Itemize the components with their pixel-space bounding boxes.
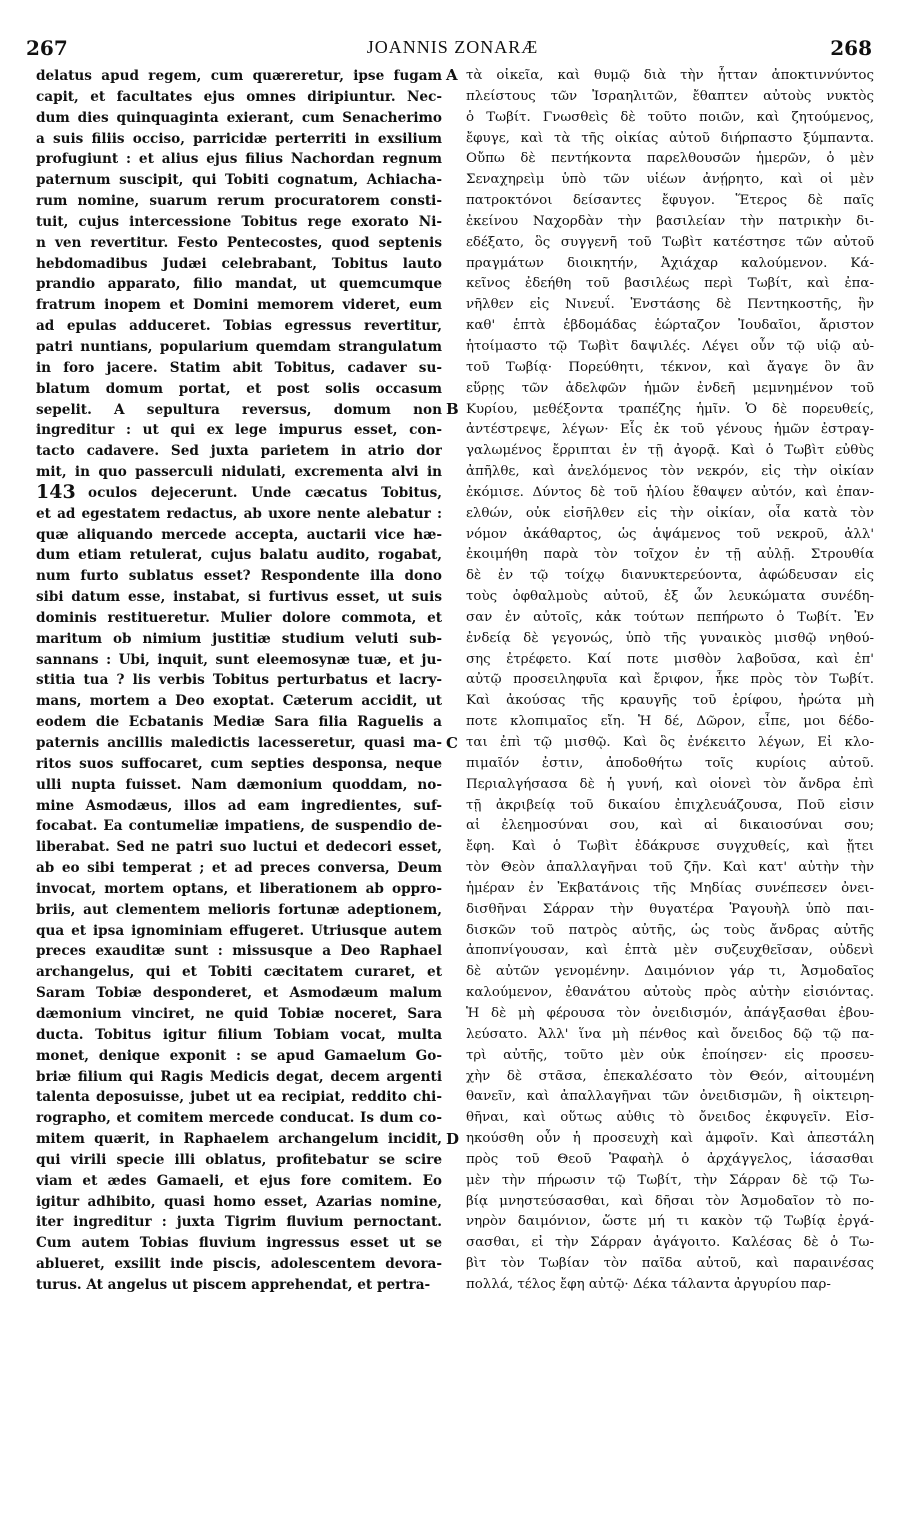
text-line: ritos suos suffocaret, cum septies desponsa, neque — [36, 755, 442, 772]
text-line: ablueret, exsilit inde piscis, adolescentem devora- — [36, 1256, 442, 1273]
text-line: πολλά, τέλος ἔφη αὐτῷ· Δέκα τάλαντα ἀργυρίου παρ- — [466, 1276, 831, 1292]
greek-column — [466, 66, 874, 1296]
page-number-left: 267 — [26, 36, 68, 60]
text-line: ποτε κλοπιμαῖος εἴη. Ἡ δέ, Δῶρον, εἶπε, μοι δέδο- — [466, 714, 874, 730]
text-line: Σεναχηρεὶμ ὑπὸ τῶν υἱέων ἀνῄρητο, καὶ οἱ μὲν — [466, 172, 874, 188]
text-line: rum nomine, suarum rerum procuratorem consti- — [36, 193, 442, 210]
text-line: ἔφη. Καὶ ὁ Τωβὶτ ἐδάκρυσε συγχυθείς, καὶ ᾔτει — [466, 839, 874, 855]
text-line: sibi datum esse, instabat, si furtivus esset, ut suis — [36, 589, 442, 606]
text-line: briæ filium qui Ragis Medicis degat, decem argenti — [36, 1068, 442, 1085]
text-line: πατροκτόνοι δείσαντες ἔφυγον. Ἕτερος δὲ παῖς — [466, 193, 874, 209]
text-line: πρὸς τοῦ Θεοῦ Ῥαφαὴλ ὁ ἀρχάγγελος, ἰάσασθαι — [466, 1151, 874, 1167]
page-header — [0, 34, 905, 64]
text-line: paternis ancillis maledictis lacesseretur, quasi ma- — [36, 735, 442, 751]
text-line: ἐκόμισε. Δύντος δὲ τοῦ ἡλίου ἔθαψεν αὐτόν, καὶ ἐπαν- — [466, 484, 874, 500]
text-line: liberabat. Sed ne patri suo luctui et dedecori esset, — [36, 839, 442, 856]
text-line: quæ aliquando mercede accepta, auctarii vice hæ- — [36, 526, 442, 543]
text-line: mans, mortem a Deo exoptat. Cæterum accidit, ut — [36, 693, 442, 710]
text-line: tacto cadavere. Sed juxta parietem in atrio dor — [36, 443, 442, 460]
text-line: πλείστους τῶν Ἰσραηλιτῶν, ἔθαπτεν αὐτοὺς νυκτὸς — [466, 88, 874, 104]
text-line: Saram Tobiæ desponderet, et Asmodæum malum — [36, 985, 442, 1002]
text-line: τοῦ Τωβίᾳ· Πορεύθητι, τέκνον, καὶ ἄγαγε ὃν ἂν — [466, 359, 874, 375]
text-line: νόμον ἀκάθαρτος, ὡς ἁψάμενος τοῦ νεκροῦ, ἀλλ' — [466, 526, 874, 542]
text-line: δὲ ἐν τῷ τοίχῳ διανυκτερεύοντα, ἀφώδευσαν εἰς — [466, 568, 874, 584]
text-line: mitem quærit, in Raphaelem archangelum incidit, — [36, 1131, 442, 1148]
text-line: εδέξατο, ὃς συγγενῆ τοῦ Τωβὶτ κατέστησε τῶν αὐτοῦ — [466, 234, 874, 250]
text-line: τὰ οἰκεῖα, καὶ θυμῷ διὰ τὴν ἧτταν ἀποκτιννύντος — [466, 68, 874, 83]
text-line: rographo, et comitem mercede conducat. Is dum co- — [36, 1110, 442, 1127]
text-line: ducta. Tobitus igitur filium Tobiam vocat, multa — [36, 1026, 442, 1043]
text-line: λεύσατο. Ἀλλ' ἵνα μὴ πένθος καὶ ὄνειδος δῷ τῷ πα- — [466, 1026, 874, 1042]
text-line: delatus apud regem, cum quæreretur, ipse fugam — [36, 68, 442, 84]
text-line: δισθῆναι Σάρραν τὴν θυγατέρα Ῥαγουὴλ ὑπὸ παι- — [466, 901, 874, 917]
text-line: invocat, mortem optans, et liberationem ab oppro- — [36, 880, 442, 897]
text-line: ται ἐπὶ τῷ μισθῷ. Καὶ ὃς ἐνέκειτο λέγων, Εἰ κλο- — [466, 735, 874, 750]
text-line: iter ingreditur : juxta Tigrim fluvium pernoctant. — [36, 1214, 442, 1231]
text-line: μὲν τὴν πήρωσιν τῷ Τωβίτ, τὴν Σάρραν δὲ τῷ Τω- — [466, 1172, 874, 1188]
latin-column — [36, 66, 442, 1296]
text-line: et ad egestatem redactus, ab uxore nente alebatur : — [36, 505, 442, 522]
text-line: Κυρίου, μεθέξοντα τραπέζης ἡμῖν. Ὁ δὲ πορευθείς, — [466, 401, 874, 417]
text-line: archangelus, qui et Tobiti cæcitatem curaret, et — [36, 964, 442, 981]
text-line: a suis filiis occiso, parricidæ perterriti in exsilium — [36, 130, 442, 147]
text-line: κεῖνος ἐδεήθη τοῦ βασιλέως περὶ Τωβίτ, καὶ ἐπα- — [466, 276, 874, 292]
text-line: πιμαῖόν ἐστιν, ἀποδοθήτω τοῖς κυρίοις αὐτοῦ. — [466, 755, 874, 771]
text-line: prandio apparato, filio mandat, ut quemcumque — [36, 276, 442, 293]
text-line: ad epulas adduceret. Tobias egressus revertitur, — [36, 318, 442, 335]
page-number-right: 268 — [830, 36, 872, 60]
text-line: ἀποπνίγουσαν, καὶ ἑπτὰ μὲν συζευχθεῖσαν, οὐδενὶ — [466, 943, 874, 959]
text-line: qui virili specie illi oblatus, profitebatur se scire — [36, 1151, 442, 1168]
text-line: blatum domum portat, et post solis occasum — [36, 380, 442, 397]
margin-marker-a: A — [446, 66, 458, 84]
text-line: δισκῶν τοῦ πατρὸς αὐτῆς, ὡς τοὺς ἄνδρας αὐτῆς — [466, 922, 874, 938]
text-line: νηρὸν δαιμόνιον, ὥστε μή τι κακὸν τῷ Τωβίᾳ ἐργά- — [466, 1214, 874, 1230]
text-line: paternum suscipit, qui Tobiti cognatum, Achiacha- — [36, 172, 442, 189]
text-line: maritum ob nimium justitiæ studium veluti sub- — [36, 630, 442, 647]
text-line: dum etiam retulerat, cujus balatu audito, rogabat, — [36, 547, 442, 564]
text-line: χὴν δὲ στᾶσα, ἐπεκαλέσατο τὸν Θεόν, αἰτουμένη — [466, 1068, 874, 1084]
text-line: fratrum inopem et Domini memorem videret, eum — [36, 297, 442, 314]
text-line: sepelit. A sepultura reversus, domum non — [36, 401, 442, 418]
text-line: καλούμενον, ἐθανάτου αὐτοὺς πρὸς αὐτὴν εἰσιόντας. — [466, 985, 874, 1001]
running-head: JOANNIS ZONARÆ — [366, 37, 539, 57]
text-line: hebdomadibus Judæi celebrabant, Tobitus lauto — [36, 255, 442, 272]
text-line: ab eo sibi temperat ; et ad preces conversa, Deum — [36, 860, 442, 877]
text-line: eodem die Ecbatanis Mediæ Sara filia Raguelis a — [36, 714, 442, 731]
text-line: capit, et facultates ejus omnes diripiuntur. Nec- — [36, 88, 442, 105]
text-line: focabat. Ea contumeliæ impatiens, de suspendio de- — [36, 818, 442, 835]
text-line: ἡτοίμαστο τῷ Τωβὶτ δαψιλές. Λέγει οὖν τῷ υἱῷ αὐ- — [466, 338, 874, 354]
text-line: ελθών, οὐκ εἰσῆλθεν εἰς τὴν οἰκίαν, οἷα κατὰ τὸν — [466, 505, 874, 521]
text-line: num furto sublatus esset? Respondente illa dono — [36, 568, 442, 585]
text-line: ingreditur : ut qui ex lege impurus esset, con- — [36, 422, 442, 439]
text-line: in foro jacere. Statim abit Tobitus, cadaver su- — [36, 359, 442, 376]
text-line: stitia tua ? lis verbis Tobitus perturbatus et lacry- — [36, 672, 442, 689]
text-line: mit, in quo passerculi nidulati, excrementa alvi in — [36, 464, 442, 481]
text-line: profugiunt : et alius ejus filius Nachordan regnum — [36, 151, 442, 168]
text-line: βὶτ τὸν Τωβίαν τὸν παῖδα αὐτοῦ, καὶ παραινέσας — [466, 1256, 874, 1272]
text-line: preces exauditæ sunt : missusque a Deo Raphael — [36, 943, 442, 960]
text-line: ηκούσθη οὖν ἡ προσευχὴ καὶ ἀμφοῖν. Καὶ ἀπεστάλη — [466, 1131, 874, 1147]
text-line: πραγμάτων διοικητήν, Ἀχιάχαρ καλούμενον. Κά- — [466, 255, 874, 271]
text-line: ἀπῆλθε, καὶ ἀνελόμενος τὸν νεκρόν, εἰς τὴν οἰκίαν — [466, 464, 874, 480]
text-line: γαλωμένος ἔρριπται ἐν τῇ ἀγορᾷ. Καὶ ὁ Τωβὶτ εὐθὺς — [466, 443, 874, 459]
text-line: νῆλθεν εἰς Νινευΐ. Ἐνστάσης δὲ Πεντηκοστῆς, ἣν — [466, 297, 874, 313]
text-line: σασθαι, εἰ τὴν Σάρραν ἀγάγοιτο. Καλέσας δὲ ὁ Τω- — [466, 1235, 874, 1251]
text-line: βίᾳ μνηστεύσασθαι, καὶ δῆσαι τὸν Ἀσμοδαῖον τὸ πο- — [466, 1193, 874, 1209]
text-line: tuit, cujus intercessione Tobitus rege exorato Ni- — [36, 213, 442, 230]
text-line: talenta deposuisse, jubet ut ea recipiat, reddito chi- — [36, 1089, 442, 1106]
text-line: αὐτῷ προσειληφυῖα καὶ ἔριφον, ἧκε πρὸς τὸν Τωβίτ. — [466, 672, 874, 688]
text-line: dum dies quinquaginta exierant, cum Senacherimo — [36, 109, 442, 126]
text-line: Καὶ ἀκούσας τῆς κραυγῆς τοῦ ἐρίφου, ἠρώτα μὴ — [466, 693, 874, 709]
text-line: τρὶ αὐτῆς, τοῦτο μὲν οὐκ ἐποίησεν· εἰς προσευ- — [466, 1047, 874, 1063]
text-line: ἡμέραν ἐν Ἐκβατάνοις τῆς Μηδίας συνέπεσεν ὀνει- — [466, 880, 874, 896]
text-line: σης ἐτρέφετο. Καί ποτε μισθὸν λαβοῦσα, καὶ ἐπ' — [466, 651, 874, 667]
text-line: dominis restitueretur. Mulier dolore commota, et — [36, 609, 442, 626]
text-line: Περιαλγήσασα δὲ ἡ γυνή, καὶ οἱονεὶ τὸν ἄνδρα ἐπὶ — [466, 776, 874, 792]
text-line: θῆναι, καὶ οὕτως αὐθις τὸ ὄνειδος ἐκφυγεῖν. Εἰσ- — [466, 1110, 874, 1126]
column-number: 143 — [36, 481, 76, 503]
text-line: dæmonium vinciret, ne quid Tobiæ noceret, Sara — [36, 1005, 442, 1022]
text-line: ἀντέστρεψε, λέγων· Εἷς ἐκ τοῦ γένους ἡμῶν ἐστραγ- — [466, 422, 874, 438]
text-line: briis, aut clementem melioris fortunæ adeptionem, — [36, 901, 442, 918]
margin-marker-b: B — [446, 400, 459, 418]
margin-marker-c: C — [446, 734, 458, 752]
text-line: ὁ Τωβίτ. Γνωσθεὶς δὲ τοῦτο ποιῶν, καὶ ζητούμενος, — [466, 109, 874, 125]
text-line: Οὔπω δὲ πεντήκοντα παρελθουσῶν ἡμερῶν, ὁ μὲν — [466, 151, 874, 167]
text-line: Ἡ δὲ μὴ φέρουσα τὸν ὀνειδισμόν, ἀπάγξασθαι ἐβου- — [466, 1005, 874, 1021]
text-line: sannans : Ubi, inquit, sunt eleemosynæ tuæ, et ju- — [36, 651, 442, 668]
text-line: igitur adhibito, quasi homo esset, Azarias nomine, — [36, 1193, 442, 1210]
text-line: ἐκοιμήθη παρὰ τὸν τοῖχον ἐν τῇ αὐλῇ. Στρουθία — [466, 547, 874, 563]
text-line: ἔφυγε, καὶ τὰ τῆς οἰκίας αὐτοῦ διήρπαστο ξύμπαντα. — [466, 130, 874, 146]
text-line: τοὺς ὀφθαλμοὺς αὐτοῦ, ἐξ ὧν λευκώματα συνέδη- — [466, 589, 874, 605]
text-line: qua et ipsa ignominiam effugeret. Utriusque autem — [36, 922, 442, 939]
margin-marker-d: D — [446, 1130, 460, 1148]
text-line: oculos dejecerunt. Unde cæcatus Tobitus, — [88, 484, 442, 501]
text-line: ἐνδείᾳ δὲ γεγονώς, ὑπὸ τῆς γυναικὸς μισθῷ νηθού- — [466, 630, 874, 646]
text-line: τὸν Θεὸν ἀπαλλαγῆναι τοῦ ζῆν. Καὶ κατ' αὐτὴν τὴν — [466, 860, 874, 876]
text-line: monet, denique exponit : se apud Gamaelum Go- — [36, 1047, 442, 1064]
text-line: δὲ αὐτῶν γενομένην. Δαιμόνιον γάρ τι, Ἀσμοδαῖος — [466, 964, 874, 980]
text-line: n ven revertitur. Festo Pentecostes, quod septenis — [36, 234, 442, 251]
text-line: αἱ ἐλεημοσύναι σου, καὶ αἱ δικαιοσύναι σου; — [466, 818, 874, 834]
text-line: turus. At angelus ut piscem apprehendat, et pertra- — [36, 1276, 431, 1293]
text-line: τῇ ἀκριβείᾳ τοῦ δικαίου ἐπιχλευάζουσα, Ποῦ εἰσιν — [466, 797, 874, 813]
text-line: καθ' ἑπτὰ ἑβδομάδας ἑώρταζον Ἰουδαῖοι, ἄριστον — [466, 318, 874, 334]
text-line: θανεῖν, καὶ ἀπαλλαγῆναι τῶν ὀνειδισμῶν, ἢ οἰκτειρη- — [466, 1089, 874, 1105]
text-line: ἐκείνου Ναχορδὰν τὴν βασιλείαν τὴν πατρικὴν δι- — [466, 213, 874, 229]
text-line: viam et ædes Gamaeli, et ejus fore comitem. Eo — [36, 1172, 442, 1189]
text-line: σαν ἐν αὐτοῖς, κἀκ τούτων πεπήρωτο ὁ Τωβίτ. Ἐν — [466, 609, 874, 625]
text-line: mine Asmodæus, illos ad eam ingredientes, suf- — [36, 797, 442, 814]
text-line: εὕρῃς τῶν ἀδελφῶν ἡμῶν ἐνδεῆ μεμνημένον τοῦ — [466, 380, 874, 396]
text-line: patri nuntians, popularium quemdam strangulatum — [36, 338, 442, 355]
text-line: ulli nupta fuisset. Nam dæmonium quoddam, no- — [36, 776, 442, 793]
text-line: Cum autem Tobias fluvium ingressus esset ut se — [36, 1235, 442, 1252]
